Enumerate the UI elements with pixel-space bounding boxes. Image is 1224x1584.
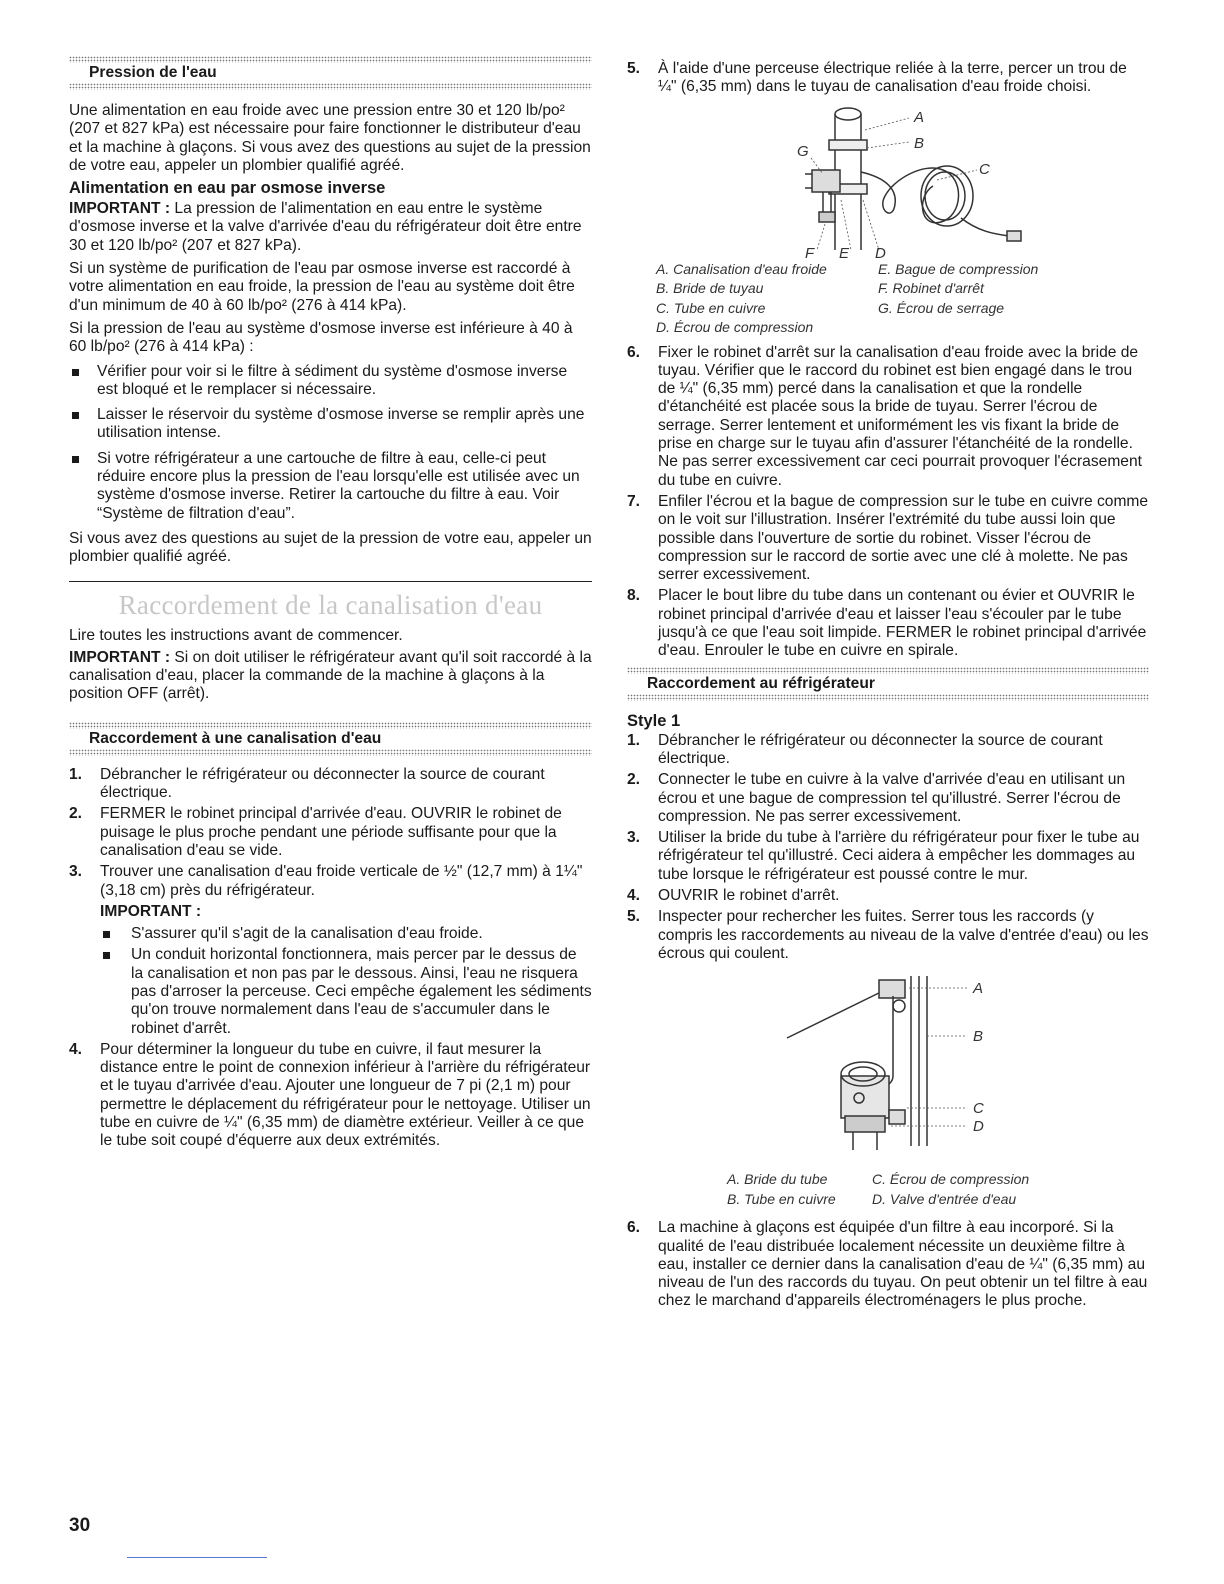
footer-line <box>127 1557 267 1558</box>
step-number: 2. <box>69 805 83 823</box>
legend-item: A. Bride du tube <box>727 1171 828 1188</box>
step-text: À l'aide d'une perceuse électrique reliée à la terre, percer un trou de ¼" (6,35 mm) dans le tuyau de canalisation d'eau froide choisi. <box>658 60 1127 96</box>
step-number: 7. <box>627 492 641 510</box>
intro-paragraph: Lire toutes les instructions avant de commencer. <box>69 626 403 644</box>
legend-item: F. Robinet d'arrêt <box>878 280 984 297</box>
heading-water-pressure: Pression de l'eau <box>89 64 217 81</box>
fridge-step6-list <box>627 1219 1149 1310</box>
list-item <box>627 887 1149 905</box>
step-number: 5. <box>627 60 641 77</box>
fig1-label-d: D <box>875 244 886 260</box>
fig2-legend <box>727 1170 1029 1209</box>
important-text: Si on doit utiliser le réfrigérateur avant qu'il soit raccordé à la canalisation d'eau, placer la commande de la machine à glaçons à la position OFF (arrêt). <box>69 648 592 703</box>
steps-list-a <box>627 60 1149 97</box>
list-item: Vérifier pour voir si le filtre à sédiment du système d'osmose inverse est bloqué et le remplacer si nécessaire. <box>69 363 592 400</box>
fig1-label-a: A <box>914 108 925 126</box>
fig1-legend <box>656 260 1038 338</box>
step-text: Placer le bout libre du tube dans un contenant ou évier et OUVRIR le robinet principal d'arrivée d'eau et laisser l'eau s'écouler par le tube jusqu'à ce que l'eau soit limpide. FERMER le robinet principal d'arrivée d'eau. Enrouler le tube en cuivre en spirale. <box>658 587 1147 660</box>
step-text: La machine à glaçons est équipée d'un filtre à eau incorporé. Si la qualité de l'eau distribuée localement nécessite un deuxième filtre à eau, installer ce dernier dans la canalisation d'eau de ¼" (6,35 mm) au niveau de l'un des raccords du tuyau. On peut obtenir un tel filtre à eau chez le marchand d'appareils électroménagers le plus proche. <box>658 1219 1148 1310</box>
connect-steps-list <box>69 766 592 1151</box>
step-number: 5. <box>627 908 641 926</box>
osmosis-paragraph-2: Si la pression de l'eau au système d'osmose inverse est inférieure à 40 à 60 lb/po² (276 à 414 kPa) : <box>69 319 573 356</box>
fig1-label-c: C <box>979 160 990 178</box>
step-text: OUVRIR le robinet d'arrêt. <box>658 887 840 905</box>
step-number: 6. <box>627 343 641 361</box>
step3-important-label: IMPORTANT : <box>100 902 202 920</box>
divider-dotted <box>69 749 592 756</box>
step-text: FERMER le robinet principal d'arrivée d'eau. OUVRIR le robinet de puisage le plus proche pendant une période suffisante pour que la canalisation d'eau se vide. <box>100 805 562 859</box>
step-text: Fixer le robinet d'arrêt sur la canalisation d'eau froide avec la bride de tuyau. Vérifier que le raccord du robinet est bien engagé dans le trou de ¼" (6,35 mm) percé dans la canalisation et que la rondelle d'étanchéité est placée sous la bride de tuyau. Serrer l'écrou de serrage. Serrer lentement et uniformément les vis fixant la bride de prise en charge sur le tuyau afin d'assurer l'étanchéité de la rondelle. Ne pas serrer excessivement car ceci pourrait provoquer l'écrasement du tube en cuivre. <box>658 343 1142 489</box>
water-pressure-paragraph: Une alimentation en eau froide avec une pression entre 30 et 120 lb/po² (207 et 827 kPa) est nécessaire pour faire fonctionner le distributeur d'eau et la machine à glaçons. Si vous avez des questions au sujet de la pression de votre eau, appeler un plombier qualifié agréé. <box>69 102 591 174</box>
shutoff-valve-illustration <box>627 100 1149 260</box>
legend-item: A. Canalisation d'eau froide <box>656 260 827 277</box>
step-text: Connecter le tube en cuivre à la valve d'arrivée d'eau en utilisant un écrou et une bague de compression tel qu'illustré. Serrer l'écrou de compression. Ne pas serrer excessivement. <box>658 771 1126 825</box>
list-item <box>627 829 1149 884</box>
step-text: Débrancher le réfrigérateur ou déconnecter la source de courant électrique. <box>658 731 1103 767</box>
divider-dotted <box>627 694 1149 701</box>
list-item <box>627 732 1149 769</box>
section-rule <box>69 581 592 582</box>
fridge-steps-list <box>627 732 1149 964</box>
list-item <box>627 344 1149 490</box>
list-item <box>627 1219 1149 1310</box>
osmosis-bullet-list <box>69 363 592 523</box>
legend-item: C. Écrou de compression <box>872 1171 1030 1188</box>
step-text: Inspecter pour rechercher les fuites. Serrer tous les raccords (y compris les raccordements au niveau de la valve d'entrée d'eau) ou les écrous qui coulent. <box>658 908 1149 962</box>
fig1-label-g: G <box>797 142 809 160</box>
list-item <box>627 587 1149 660</box>
legend-item: G. Écrou de serrage <box>878 299 1005 316</box>
style-heading: Style 1 <box>627 711 681 730</box>
step-number: 2. <box>627 771 641 789</box>
list-item <box>627 771 1149 826</box>
step-text: Trouver une canalisation d'eau froide verticale de ½" (12,7 mm) à 1¼" (3,18 cm) près du réfrigérateur. <box>100 863 583 899</box>
fig2-label-a: A <box>973 980 984 998</box>
list-item <box>627 60 1149 97</box>
list-item: Laisser le réservoir du système d'osmose inverse se remplir après une utilisation intense. <box>69 406 592 443</box>
heading-connect-water-line: Raccordement à une canalisation d'eau <box>89 729 382 747</box>
list-item: Un conduit horizontal fonctionnera, mais percer par le dessus de la canalisation et non pas par le dessous. Ainsi, l'eau ne risquera pas d'arroser la perceuse. Ceci empêche également les sédiments qu'on trouve normalement dans l'eau de s'accumuler dans le robinet d'arrêt. <box>100 946 592 1037</box>
divider-dotted <box>69 56 592 63</box>
fig2-label-c: C <box>973 1100 984 1118</box>
heading-fridge-connection: Raccordement au réfrigérateur <box>647 674 875 692</box>
fig1-label-e: E <box>839 244 850 260</box>
important-label: IMPORTANT : <box>69 648 171 666</box>
heading-reverse-osmosis: Alimentation en eau par osmose inverse <box>69 179 386 198</box>
important-paragraph <box>69 649 592 704</box>
list-item <box>627 908 1149 963</box>
step3-bullet-list <box>100 925 592 1038</box>
legend-item: C. Tube en cuivre <box>656 299 766 316</box>
step-text: Pour déterminer la longueur du tube en cuivre, il faut mesurer la distance entre le point de connexion inférieur à l'arrière du réfrigérateur et le tuyau d'arrivée d'eau. Ajouter une longueur de 7 pi (2,1 m) pour permettre le déplacement du réfrigérateur pour le nettoyage. Utiliser un tube en cuivre de ¼" (6,35 mm) de diamètre extérieur. Veiller à ce que le tube soit coupé d'équerre aux deux extrémités. <box>100 1040 591 1150</box>
step-number: 4. <box>627 887 641 905</box>
fig1-label-f: F <box>805 244 815 260</box>
step-number: 6. <box>627 1219 641 1237</box>
divider-dotted <box>627 667 1149 674</box>
list-item <box>627 493 1149 584</box>
osmosis-paragraph-3: Si vous avez des questions au sujet de la pression de votre eau, appeler un plombier qualifié agréé. <box>69 529 592 566</box>
legend-item: B. Tube en cuivre <box>727 1190 836 1207</box>
osmosis-important <box>69 200 592 255</box>
step-number: 1. <box>69 765 83 783</box>
step-number: 3. <box>627 829 641 847</box>
step-number: 4. <box>69 1040 83 1058</box>
left-column <box>69 56 592 1154</box>
section-title: Raccordement de la canalisation d'eau <box>118 589 543 620</box>
legend-item: D. Valve d'entrée d'eau <box>872 1190 1017 1207</box>
divider-dotted <box>69 722 592 729</box>
list-item: S'assurer qu'il s'agit de la canalisation d'eau froide. <box>100 925 592 943</box>
list-item <box>69 766 592 803</box>
osmosis-paragraph-1: Si un système de purification de l'eau par osmose inverse est raccordé à votre alimentation en eau froide, la pression de l'eau au système doit être d'un minimum de 40 à 60 lb/po² (276 à 414 kPa). <box>69 260 575 314</box>
list-item <box>69 805 592 860</box>
legend-item: D. Écrou de compression <box>656 319 814 336</box>
step-text: Enfiler l'écrou et la bague de compression sur le tube en cuivre comme on le voit sur l'illustration. Insérer l'extrémité du tube aussi loin que possible dans l'ouverture de sortie du robinet. Visser l'écrou de compression sur le raccord de sortie avec une clé à molette. Ne pas serrer excessivement. <box>658 492 1149 584</box>
list-item: Si votre réfrigérateur a une cartouche de filtre à eau, celle-ci peut réduire encore plus la pression de l'eau lorsqu'elle est utilisée avec un système d'osmose inverse. Retirer la cartouche du filtre à eau. Voir “Système de filtration d'eau”. <box>69 450 592 523</box>
important-text: La pression de l'alimentation en eau entre le système d'osmose inverse et la valve d'arrivée d'eau du réfrigérateur doit être entre 30 et 120 lb/po² (207 et 827 kPa). <box>69 200 582 254</box>
step-text: Débrancher le réfrigérateur ou déconnecter la source de courant électrique. <box>100 765 545 802</box>
step-number: 8. <box>627 587 641 605</box>
legend-item: E. Bague de compression <box>878 260 1039 277</box>
important-label: IMPORTANT : <box>69 200 171 218</box>
step-text: Utiliser la bride du tube à l'arrière du réfrigérateur pour fixer le tube au réfrigérateur tel qu'illustré. Ceci aidera à empêcher les dommages au tube lorsque le réfrigérateur est poussé contre le mur. <box>658 829 1140 883</box>
fig2-label-b: B <box>973 1028 984 1046</box>
fig1-label-b: B <box>914 134 925 152</box>
inlet-valve-illustration <box>627 966 1149 1166</box>
divider-dotted <box>69 83 592 90</box>
list-item <box>69 1041 592 1151</box>
right-column <box>627 60 1149 1314</box>
step-number: 1. <box>627 731 641 749</box>
steps-list-b <box>627 344 1149 661</box>
fig2-label-d: D <box>973 1118 984 1136</box>
legend-item: B. Bride de tuyau <box>656 280 764 297</box>
step-number: 3. <box>69 863 83 881</box>
page-number: 30 <box>69 1515 91 1536</box>
list-item <box>69 863 592 1038</box>
